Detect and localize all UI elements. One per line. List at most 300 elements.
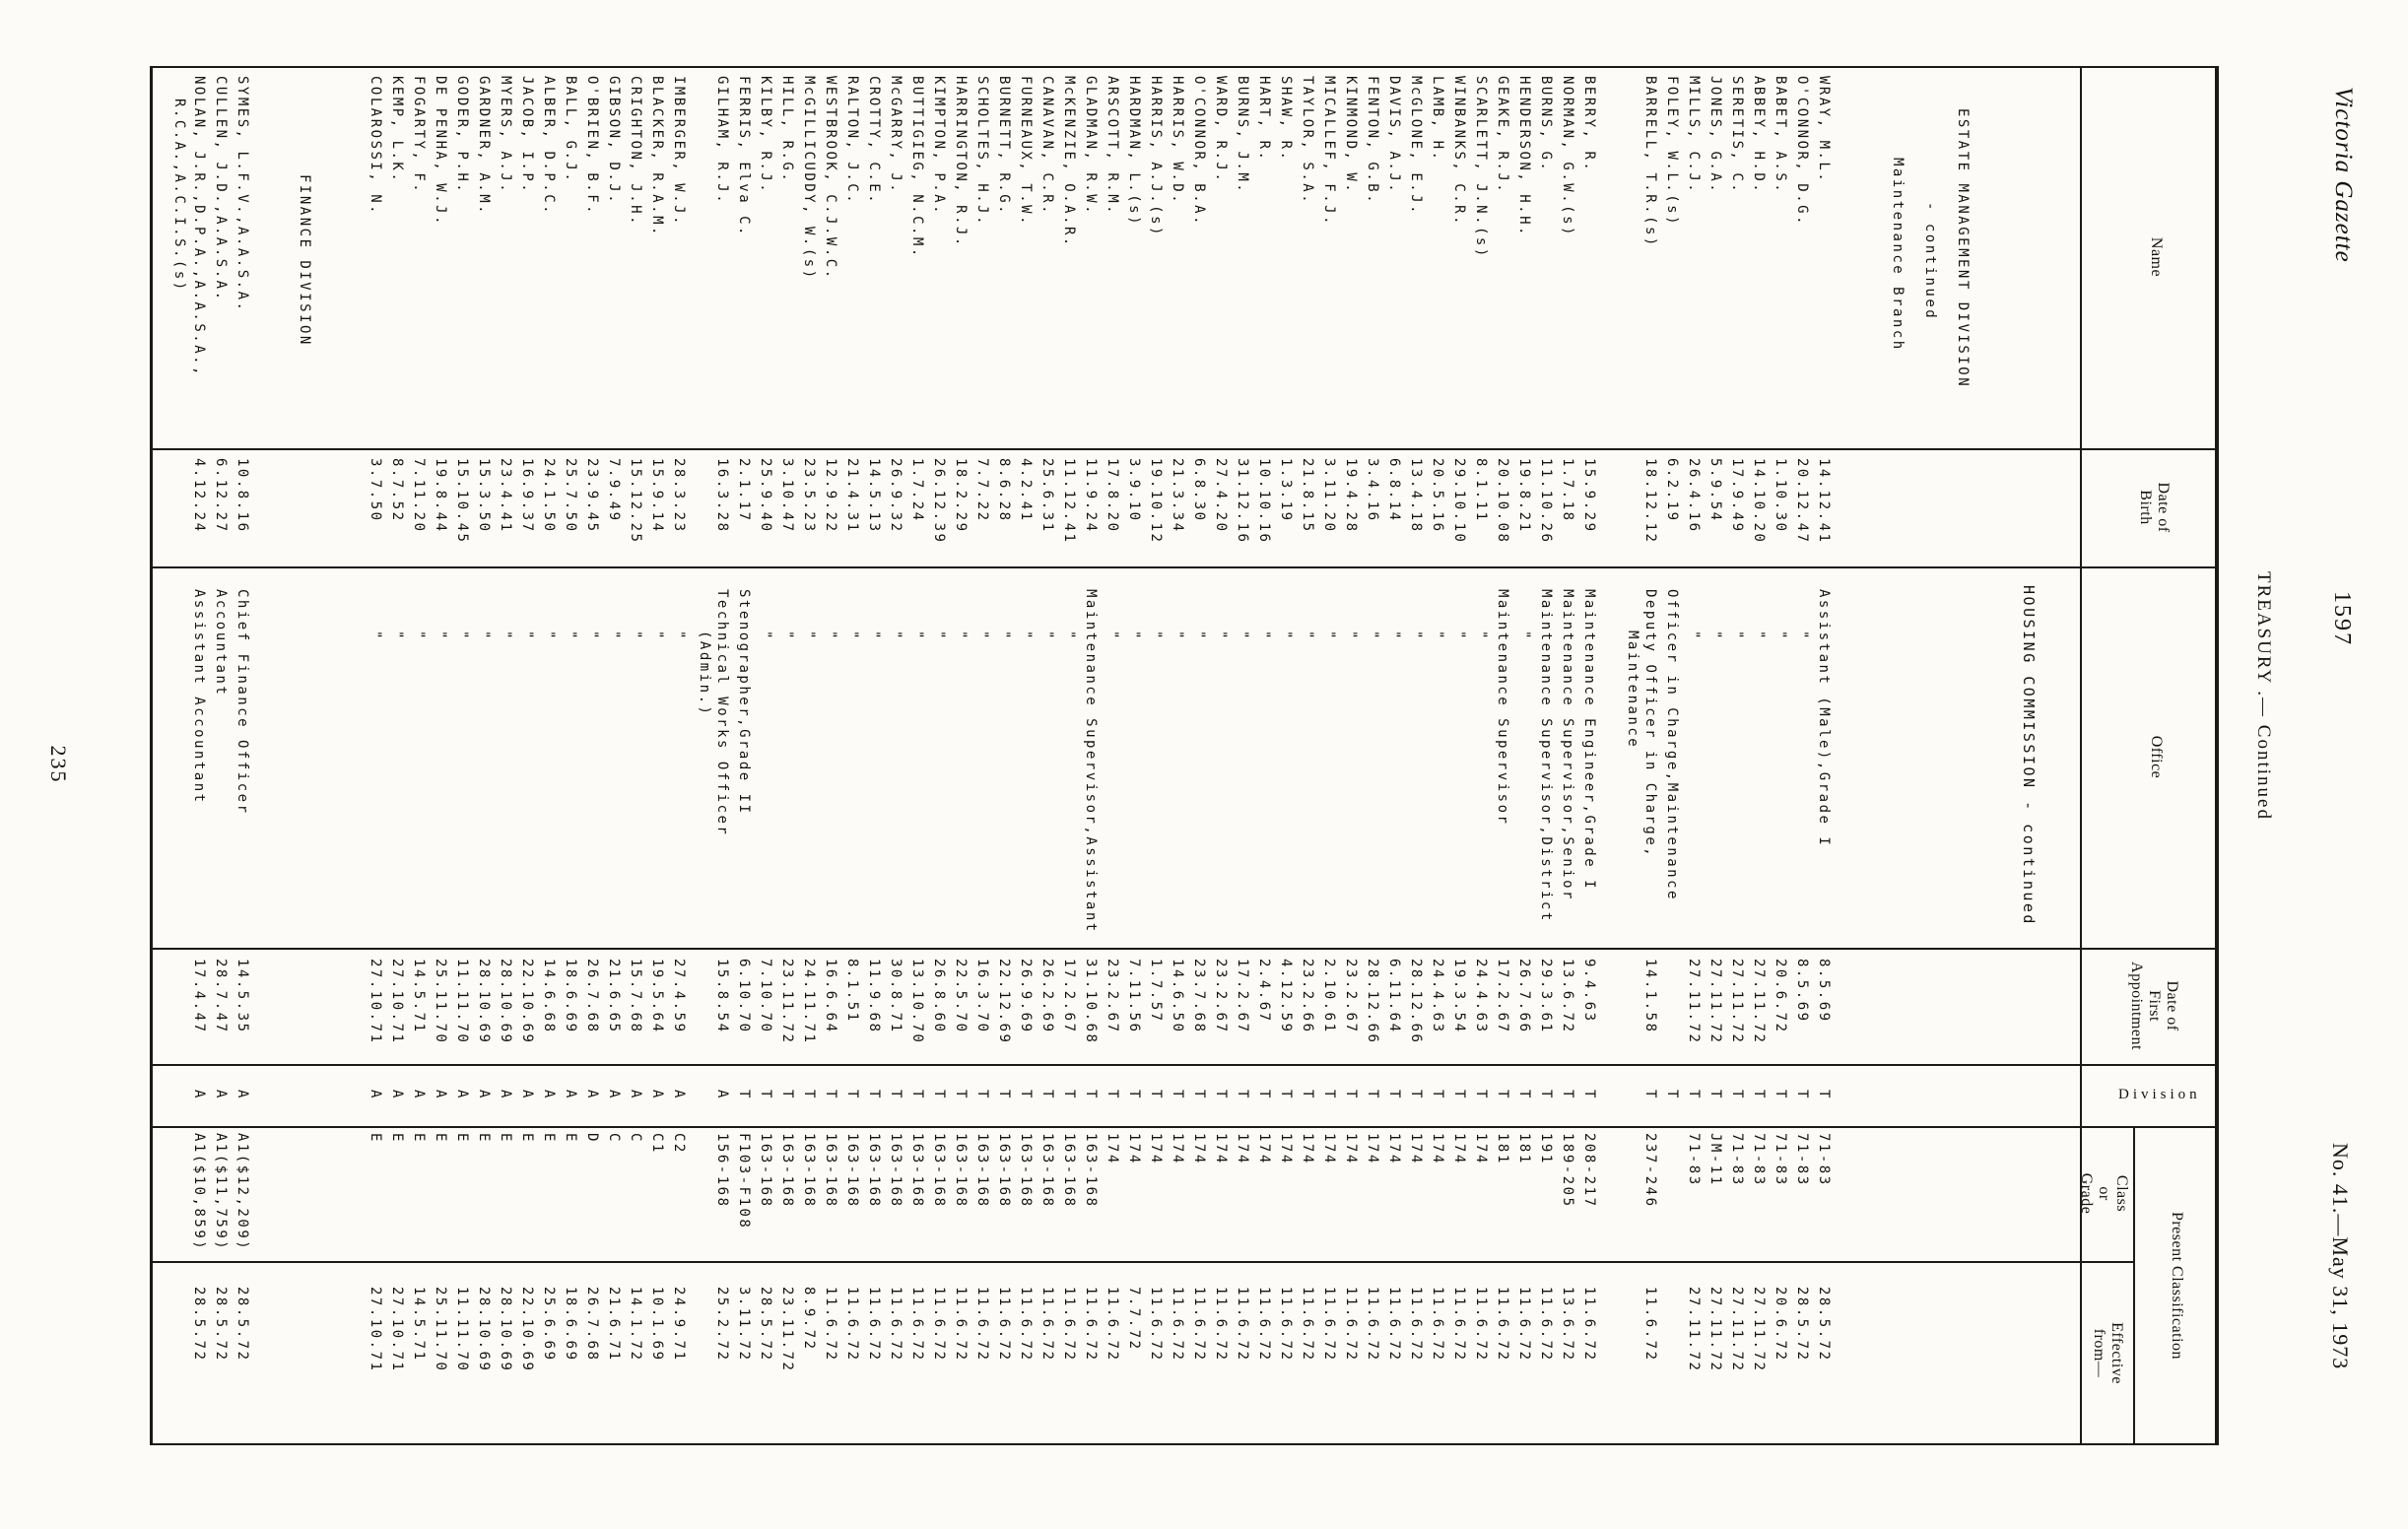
table-row: [1120, 0, 1142, 1529]
cell-first-appointment: 22.12.69: [996, 959, 1012, 1045]
cell-division: A: [498, 1090, 513, 1100]
cell-first-appointment: 28.12.66: [1408, 959, 1424, 1045]
cell-class-or-grade: 191: [1538, 1133, 1554, 1165]
cell-effective-from: 20.6.72: [1773, 1287, 1788, 1363]
cell-class-or-grade: 156-168: [714, 1133, 730, 1209]
cell-first-appointment: 17.2.67: [1235, 959, 1250, 1034]
cell-division: T: [1430, 1090, 1445, 1100]
cell-name: DE PENHA, W.J.: [433, 76, 448, 228]
cell-division: T: [1300, 1090, 1315, 1100]
cell-date-of-birth: 18.12.12: [1642, 458, 1658, 545]
cell-division: T: [1473, 1090, 1489, 1100]
classification-subheader-rule: [2133, 1126, 2135, 1445]
cell-effective-from: 22.10.69: [519, 1287, 535, 1373]
cell-date-of-birth: 7.9.49: [606, 458, 622, 523]
cell-division: T: [1365, 1090, 1380, 1100]
cell-class-or-grade: E: [433, 1133, 448, 1144]
cell-first-appointment: 8.5.69: [1794, 959, 1810, 1024]
cell-name: GODER, P.H.: [454, 76, 470, 195]
cell-division: T: [996, 1090, 1012, 1100]
cell-office: Maintenance Supervisor,District: [1538, 589, 1554, 923]
cell-division: T: [1039, 1090, 1055, 1100]
cell-name: KILBY, R.J.: [758, 76, 773, 195]
cell-date-of-birth: 8.1.11: [1473, 458, 1489, 523]
cell-first-appointment: 24.4.63: [1473, 959, 1489, 1034]
cell-class-or-grade: D: [584, 1133, 600, 1144]
cell-first-appointment: 27.4.59: [671, 959, 687, 1034]
cell-class-or-grade: A1($12,209): [234, 1133, 250, 1252]
cell-office: ": [476, 631, 492, 641]
cell-name: FOGARTY, F.: [411, 76, 427, 195]
col-header-office: Office: [2148, 735, 2165, 779]
cell-division: T: [1729, 1090, 1745, 1100]
cell-division: T: [1386, 1090, 1402, 1100]
table-row: [1315, 0, 1337, 1529]
cell-class-or-grade: 163-168: [996, 1133, 1012, 1209]
cell-class-or-grade: 163-168: [1018, 1133, 1034, 1209]
cell-office: Chief Finance Officer: [234, 589, 250, 816]
cell-effective-from: 11.6.72: [1538, 1287, 1554, 1363]
table-row: [557, 0, 578, 1529]
cell-date-of-birth: 6.8.14: [1386, 458, 1402, 523]
cell-effective-from: 27.11.72: [1751, 1287, 1767, 1373]
cell-name: DAVIS, A.J.: [1386, 76, 1402, 195]
cell-date-of-birth: 10.8.16: [234, 458, 250, 534]
cell-effective-from: 11.6.72: [953, 1287, 969, 1363]
cell-date-of-birth: 16.3.28: [714, 458, 730, 534]
cell-class-or-grade: 174: [1170, 1133, 1185, 1165]
cell-office: ": [779, 631, 795, 641]
cell-effective-from: 11.6.72: [844, 1287, 860, 1363]
cell-name: GLADMAN, R.W.: [1083, 76, 1099, 217]
cell-division: T: [1191, 1090, 1207, 1100]
col-header-appt-line3: Appointment: [2128, 962, 2145, 1050]
cell-effective-from: 11.6.72: [1321, 1287, 1337, 1363]
cell-name: CRIGHTON, J.H.: [628, 76, 643, 228]
cell-class-or-grade: A1($11,759): [213, 1133, 229, 1252]
cell-first-appointment: 7.10.70: [758, 959, 773, 1034]
cell-effective-from: 24.9.71: [671, 1287, 687, 1363]
cell-office: ": [1430, 631, 1445, 641]
cell-effective-from: 11.6.72: [1213, 1287, 1229, 1363]
cell-class-or-grade: 163-168: [1061, 1133, 1077, 1209]
table-row: [925, 0, 947, 1529]
cell-effective-from: 11.6.72: [1365, 1287, 1380, 1363]
page-number: 235: [46, 745, 71, 784]
cell-effective-from: 11.6.72: [1408, 1287, 1424, 1363]
cell-date-of-birth: 7.7.22: [974, 458, 990, 523]
cell-class-or-grade: C: [606, 1133, 622, 1144]
cell-name: McGARRY, J.: [888, 76, 903, 195]
cell-effective-from: 28.5.72: [758, 1287, 773, 1363]
cell-date-of-birth: 18.2.29: [953, 458, 969, 534]
cell-first-appointment: 23.2.67: [1343, 959, 1359, 1034]
cell-date-of-birth: 4.2.41: [1018, 458, 1034, 523]
col-header-class-grade: [2077, 1126, 2130, 1261]
cell-name: FURNEAUX, T.W.: [1018, 76, 1034, 228]
table-row: [795, 0, 817, 1529]
cell-office: ": [1061, 631, 1077, 641]
cell-name: BARRELL, T.R.(s): [1642, 76, 1658, 248]
cell-effective-from: 27.11.72: [1729, 1287, 1745, 1373]
cell-division: T: [1495, 1090, 1510, 1100]
cell-name: RALTON, J.C.: [844, 76, 860, 206]
cell-office: Deputy Officer in Charge,: [1642, 589, 1658, 859]
table-row: [229, 0, 250, 1529]
table-row: [1554, 0, 1575, 1529]
cell-division: A: [389, 1090, 405, 1100]
cell-date-of-birth: 15.9.14: [649, 458, 665, 534]
cell-effective-from: 28.5.72: [234, 1287, 250, 1363]
cell-first-appointment: 26.7.68: [584, 959, 600, 1034]
cell-first-appointment: 9.4.63: [1581, 959, 1597, 1024]
cell-effective-from: 11.6.72: [1451, 1287, 1467, 1363]
cell-class-or-grade: F103-F108: [736, 1133, 752, 1230]
cell-effective-from: 11.6.72: [1343, 1287, 1359, 1363]
cell-name: BLACKER, R.A.M.: [649, 76, 665, 237]
cell-first-appointment: 26.9.69: [1018, 959, 1034, 1034]
cell-office: Stenographer,Grade II: [736, 589, 752, 816]
cell-class-or-grade: 163-168: [866, 1133, 882, 1209]
cell-date-of-birth: 20.10.08: [1495, 458, 1510, 545]
cell-name: JONES, G.A.: [1707, 76, 1723, 195]
cell-name: HENDERSON, H.H.: [1516, 76, 1532, 237]
cell-first-appointment: 13.6.72: [1560, 959, 1575, 1034]
cell-first-appointment: 26.7.66: [1516, 959, 1532, 1034]
cell-office: ": [1039, 631, 1055, 641]
cell-office: ": [1018, 631, 1034, 641]
cell-first-appointment: 27.11.72: [1686, 959, 1702, 1045]
cell-date-of-birth: 23.4.41: [498, 458, 513, 534]
cell-date-of-birth: 17.8.20: [1104, 458, 1120, 534]
cell-effective-from: 13.6.72: [1560, 1287, 1575, 1363]
table-row: [1680, 0, 1702, 1529]
table-body: [164, 0, 1971, 1529]
cell-office: ": [1365, 631, 1380, 641]
cell-first-appointment: 21.6.65: [606, 959, 622, 1034]
cell-class-or-grade: 71-83: [1794, 1133, 1810, 1187]
cell-first-appointment: 8.1.51: [844, 959, 860, 1024]
table-row: [1489, 0, 1510, 1529]
cell-name: BURNS, G.: [1538, 76, 1554, 173]
cell-date-of-birth: 16.9.37: [519, 458, 535, 534]
cell-first-appointment: 22.5.70: [953, 959, 969, 1034]
table-row: [1575, 0, 1597, 1529]
cell-name: O'CONNOR, D.G.: [1794, 76, 1810, 228]
cell-class-or-grade: 174: [1321, 1133, 1337, 1165]
cell-class-or-grade: 189-205: [1560, 1133, 1575, 1209]
cell-class-or-grade: 163-168: [1083, 1133, 1099, 1209]
cell-class-or-grade: 174: [1235, 1133, 1250, 1165]
table-row: [947, 0, 969, 1529]
cell-name: COLAROSSI, N.: [368, 76, 383, 217]
cell-date-of-birth: 11.12.41: [1061, 458, 1077, 545]
cell-effective-from: 11.6.72: [1148, 1287, 1164, 1363]
cell-name: HARDMAN, L.(s): [1126, 76, 1142, 228]
row-gap: [1597, 0, 1615, 1529]
cell-name: GARDNER, A.M.: [476, 76, 492, 217]
cell-class-or-grade: 174: [1191, 1133, 1207, 1165]
cell-office: ": [1773, 631, 1788, 641]
cell-division: A: [519, 1090, 535, 1100]
cell-office: ": [628, 631, 643, 641]
cell-name: BUTTIGIEG, N.C.M.: [909, 76, 925, 259]
cell-first-appointment: 14.6.50: [1170, 959, 1185, 1034]
cell-class-or-grade: 163-168: [779, 1133, 795, 1209]
table-row: [1359, 0, 1380, 1529]
cell-effective-from: 11.6.72: [1581, 1287, 1597, 1363]
cell-first-appointment: 27.10.71: [368, 959, 383, 1045]
cell-effective-from: 11.6.72: [1061, 1287, 1077, 1363]
cell-name: SHAW, R.: [1278, 76, 1294, 163]
table-row: [1142, 0, 1164, 1529]
cell-date-of-birth: 12.9.22: [823, 458, 838, 534]
cell-date-of-birth: 29.10.10: [1451, 458, 1467, 545]
cell-date-of-birth: 14.5.13: [866, 458, 882, 534]
cell-effective-from: 18.6.69: [563, 1287, 578, 1363]
cell-division: T: [736, 1090, 752, 1100]
cell-date-of-birth: 3.4.16: [1365, 458, 1380, 523]
table-row: [1185, 0, 1207, 1529]
table-row: [882, 0, 903, 1529]
cell-division: T: [1213, 1090, 1229, 1100]
cell-effective-from: 25.6.69: [541, 1287, 557, 1363]
table-row: [643, 0, 665, 1529]
col-header-dob-line1: Date of: [2155, 482, 2172, 533]
cell-name: CANAVAN, C.R.: [1039, 76, 1055, 217]
cell-date-of-birth: 25.7.50: [563, 458, 578, 534]
table-row: [1034, 0, 1055, 1529]
cell-office: ": [1686, 631, 1702, 641]
cell-name: SCHOLTES, H.J.: [974, 76, 990, 228]
cell-date-of-birth: 10.10.16: [1256, 458, 1272, 545]
table-row: [969, 0, 990, 1529]
cell-office: Assistant (Male),Grade I: [1816, 589, 1832, 848]
cell-class-or-grade: 163-168: [974, 1133, 990, 1209]
cell-date-of-birth: 6.12.27: [213, 458, 229, 534]
cell-date-of-birth: 3.10.47: [779, 458, 795, 534]
cell-name: TAYLOR, S.A.: [1300, 76, 1315, 206]
cell-office: ": [649, 631, 665, 641]
cell-effective-from: 11.6.72: [1191, 1287, 1207, 1363]
cell-office: ": [1321, 631, 1337, 641]
cell-office: ": [801, 631, 817, 641]
cell-date-of-birth: 15.3.50: [476, 458, 492, 534]
cell-first-appointment: 13.10.70: [909, 959, 925, 1045]
cell-first-appointment: 11.9.68: [866, 959, 882, 1034]
cell-effective-from: 28.5.72: [213, 1287, 229, 1363]
cell-first-appointment: 27.11.72: [1729, 959, 1745, 1045]
cell-date-of-birth: 27.4.20: [1213, 458, 1229, 534]
table-row: [1077, 0, 1099, 1529]
table-bottom-rule: [150, 66, 153, 1445]
row-gap: [312, 0, 362, 1529]
col-header-appt-line1: Date of: [2164, 980, 2180, 1031]
table-row: [687, 0, 730, 1529]
cell-first-appointment: 20.6.72: [1773, 959, 1788, 1034]
cell-date-of-birth: 5.9.54: [1707, 458, 1723, 523]
col-header-class-line3: Grade: [2078, 1172, 2095, 1215]
masthead-page-number-top: 1597: [2329, 591, 2355, 646]
cell-division: A: [671, 1090, 687, 1100]
col-header-name: Name: [2148, 236, 2165, 278]
table-row: [1767, 0, 1788, 1529]
cell-office: ": [671, 631, 687, 641]
cell-class-or-grade: 181: [1495, 1133, 1510, 1165]
cell-first-appointment: 14.5.71: [411, 959, 427, 1034]
cell-office: ": [1473, 631, 1489, 641]
cell-effective-from: 28.5.72: [1794, 1287, 1810, 1363]
col-header-effective: [2090, 1261, 2125, 1445]
table-row: [1402, 0, 1424, 1529]
cell-class-or-grade: 163-168: [801, 1133, 817, 1209]
cell-date-of-birth: 23.9.45: [584, 458, 600, 534]
col-header-division: Division: [2118, 1087, 2201, 1102]
cell-effective-from: 11.6.72: [974, 1287, 990, 1363]
cell-date-of-birth: 11.9.24: [1083, 458, 1099, 534]
cell-effective-from: 27.10.71: [389, 1287, 405, 1373]
page-subtitle: TREASURY .— Continued: [2253, 571, 2274, 821]
cell-name: GEAKE, R.J.: [1495, 76, 1510, 195]
cell-office: ": [1707, 631, 1723, 641]
cell-office: ": [1213, 631, 1229, 641]
cell-office: ": [1386, 631, 1402, 641]
cell-date-of-birth: 19.10.12: [1148, 458, 1164, 545]
cell-division: T: [1516, 1090, 1532, 1100]
cell-first-appointment: 23.2.67: [1213, 959, 1229, 1034]
table-row: [773, 0, 795, 1529]
cell-name: MICALLEF, F.J.: [1321, 76, 1337, 228]
table-row: [383, 0, 405, 1529]
cell-date-of-birth: 2.1.17: [736, 458, 752, 523]
cell-office: ": [866, 631, 882, 641]
cell-date-of-birth: 24.1.50: [541, 458, 557, 534]
cell-division: A: [606, 1090, 622, 1100]
cell-name: McKENZIE, O.A.R.: [1061, 76, 1077, 248]
cell-office: ": [888, 631, 903, 641]
cell-name: IMBERGER, W.J.: [671, 76, 687, 228]
cell-office: ": [996, 631, 1012, 641]
cell-class-or-grade: A1($10,859): [191, 1133, 207, 1252]
cell-first-appointment: 28.7.47: [213, 959, 229, 1034]
cell-class-or-grade: 163-168: [844, 1133, 860, 1209]
cell-office: ": [1170, 631, 1185, 641]
section-heading: FINANCE DIVISION: [297, 174, 312, 347]
cell-date-of-birth: 28.3.23: [671, 458, 687, 534]
cell-office: ": [1516, 631, 1532, 641]
cell-effective-from: 11.6.72: [1495, 1287, 1510, 1363]
cell-first-appointment: 6.10.70: [736, 959, 752, 1034]
cell-effective-from: 28.5.72: [191, 1287, 207, 1363]
cell-office: ": [974, 631, 990, 641]
cell-name: GILHAM, R.J.: [714, 76, 730, 206]
cell-division: T: [1794, 1090, 1810, 1100]
cell-effective-from: 27.11.72: [1686, 1287, 1702, 1373]
cell-date-of-birth: 15.9.29: [1581, 458, 1597, 534]
cell-division: T: [888, 1090, 903, 1100]
cell-name: SYMES, L.F.V.,A.A.S.A.: [234, 76, 250, 313]
cell-first-appointment: 11.11.70: [454, 959, 470, 1045]
cell-class-or-grade: 71-83: [1816, 1133, 1832, 1187]
table-row: [1788, 0, 1810, 1529]
cell-first-appointment: 16.3.70: [974, 959, 990, 1034]
cell-office: Officer in Charge,Maintenance: [1664, 589, 1680, 901]
cell-effective-from: 11.6.72: [1170, 1287, 1185, 1363]
cell-division: T: [909, 1090, 925, 1100]
table-row: [492, 0, 513, 1529]
cell-first-appointment: 28.10.69: [498, 959, 513, 1045]
col-header-effective-line1: Effective: [2108, 1322, 2125, 1384]
cell-division: T: [1321, 1090, 1337, 1100]
cell-first-appointment: 17.4.47: [191, 959, 207, 1034]
cell-effective-from: 11.6.72: [931, 1287, 947, 1363]
cell-office: ": [1751, 631, 1767, 641]
table-row: [535, 0, 557, 1529]
cell-division: T: [801, 1090, 817, 1100]
cell-class-or-grade: 174: [1451, 1133, 1467, 1165]
cell-office: ": [1278, 631, 1294, 641]
cell-class-or-grade: E: [498, 1133, 513, 1144]
cell-effective-from: 27.10.71: [368, 1287, 383, 1373]
cell-class-or-grade: 174: [1148, 1133, 1164, 1165]
table-row: [1810, 0, 1832, 1529]
table-row: [1510, 0, 1532, 1529]
cell-date-of-birth: 20.5.16: [1430, 458, 1445, 534]
cell-date-of-birth: 25.9.40: [758, 458, 773, 534]
cell-office: ": [433, 631, 448, 641]
cell-division: T: [1560, 1090, 1575, 1100]
cell-class-or-grade: 71-83: [1686, 1133, 1702, 1187]
cell-division: T: [1104, 1090, 1120, 1100]
cell-division: A: [213, 1090, 229, 1100]
cell-division: T: [1148, 1090, 1164, 1100]
cell-name: WRAY, M.L.: [1816, 76, 1832, 184]
table-row: [990, 0, 1012, 1529]
cell-effective-from: 27.11.72: [1707, 1287, 1723, 1373]
cell-date-of-birth: 23.5.23: [801, 458, 817, 534]
cell-division: T: [1343, 1090, 1359, 1100]
table-row: [1702, 0, 1723, 1529]
table-row: [1658, 0, 1680, 1529]
cell-name: McGLONE, E.J.: [1408, 76, 1424, 217]
cell-division: T: [1083, 1090, 1099, 1100]
cell-effective-from: 11.6.72: [1256, 1287, 1272, 1363]
cell-name: FOLEY, W.L.(s): [1664, 76, 1680, 228]
cell-office: ": [368, 631, 383, 641]
cell-first-appointment: 27.11.72: [1751, 959, 1767, 1045]
cell-division: A: [433, 1090, 448, 1100]
cell-office: Maintenance Supervisor,Assistant: [1083, 589, 1099, 934]
cell-first-appointment: 19.5.64: [649, 959, 665, 1034]
table-top-rule: [2215, 66, 2219, 1445]
cell-name: SERETIS, C.: [1729, 76, 1745, 195]
cell-date-of-birth: 11.10.26: [1538, 458, 1554, 545]
cell-effective-from: 25.11.70: [433, 1287, 448, 1373]
cell-date-of-birth: 26.12.39: [931, 458, 947, 545]
cell-office: ": [411, 631, 427, 641]
table-row: [1012, 0, 1034, 1529]
col-header-present-classification: Present Classification: [2169, 1211, 2185, 1361]
cell-date-of-birth: 6.8.30: [1191, 458, 1207, 523]
cell-office: Assistant Accountant: [191, 589, 207, 805]
cell-date-of-birth: 3.11.20: [1321, 458, 1337, 534]
cell-name: O'CONNOR, B.A.: [1191, 76, 1207, 228]
cell-office: ": [1191, 631, 1207, 641]
cell-division: A: [454, 1090, 470, 1100]
cell-division: T: [974, 1090, 990, 1100]
cell-date-of-birth: 7.11.20: [411, 458, 427, 534]
cell-effective-from: 26.7.68: [584, 1287, 600, 1363]
